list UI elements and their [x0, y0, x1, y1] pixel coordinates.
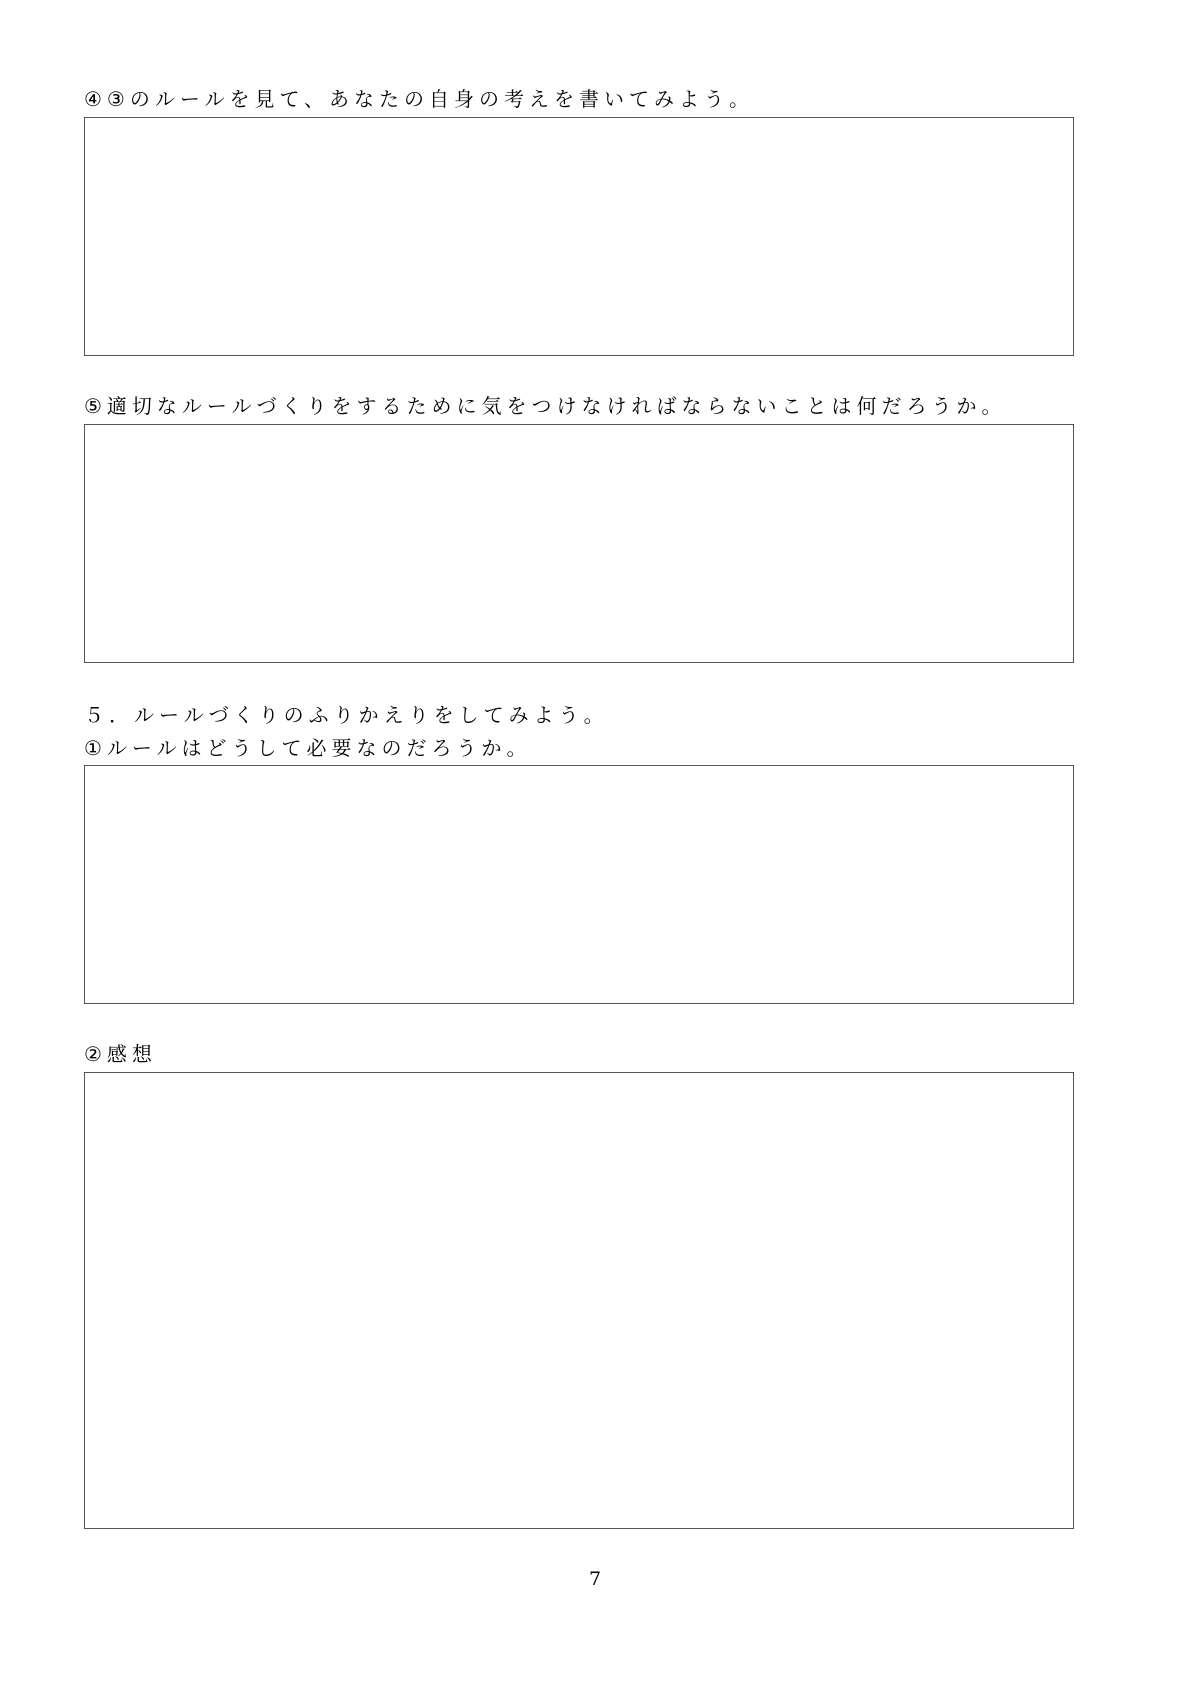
question-5-answer-box[interactable]	[84, 424, 1074, 663]
section-5-heading: ５．ルールづくりのふりかえりをしてみよう。	[84, 703, 609, 727]
section-5-question-1-prompt: ①ルールはどうして必要なのだろうか。	[84, 736, 532, 760]
section-5-question-1-answer-box[interactable]	[84, 765, 1074, 1004]
question-5-prompt: ⑤適切なルールづくりをするために気をつけなければならないことは何だろうか。	[84, 394, 1007, 418]
section-5-question-2-prompt: ②感想	[84, 1042, 157, 1066]
impressions-answer-box[interactable]	[84, 1072, 1074, 1529]
page-number: 7	[588, 1568, 602, 1590]
question-4-answer-box[interactable]	[84, 117, 1074, 356]
question-4-prompt: ④③のルールを見て、あなたの自身の考えを書いてみよう。	[84, 87, 755, 111]
